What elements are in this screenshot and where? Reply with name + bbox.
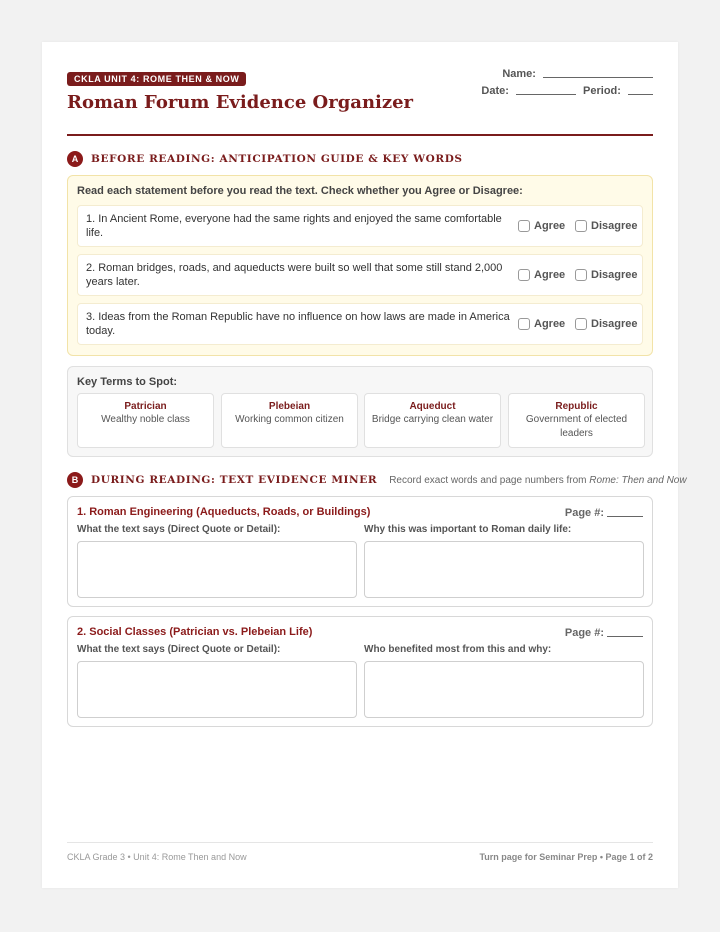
section-a-title: BEFORE READING: ANTICIPATION GUIDE & KEY WORDS: [91, 153, 463, 165]
disagree-checkbox[interactable]: [575, 269, 587, 281]
term-definition: Government of elected leaders: [525, 414, 628, 439]
text-says-label: What the text says (Direct Quote or Detail):: [77, 644, 281, 655]
header-divider: [67, 134, 653, 136]
term-name: Plebeian: [268, 401, 311, 412]
source-title: Rome: Then and Now: [589, 474, 687, 486]
statement-text: 3. Ideas from the Roman Republic have no influence on how laws are made in America today.: [86, 311, 510, 337]
unit-badge: CKLA UNIT 4: ROME THEN & NOW: [67, 72, 246, 86]
importance-label: Why this was important to Roman daily life:: [364, 524, 572, 535]
evidence-box-social-classes: [67, 616, 653, 727]
date-label: Date:: [481, 85, 509, 97]
section-b-note: [389, 475, 686, 486]
page-number-label: Page #:: [564, 507, 604, 519]
section-b-badge: B: [67, 472, 83, 488]
term-definition: Bridge carrying clean water: [371, 414, 494, 425]
section-a-badge: A: [67, 151, 83, 167]
disagree-option[interactable]: [575, 220, 637, 232]
term-name: Aqueduct: [409, 401, 456, 412]
period-field[interactable]: [628, 84, 653, 95]
term-card: [221, 393, 358, 448]
text-says-input[interactable]: [77, 541, 357, 598]
agree-checkbox[interactable]: [518, 269, 530, 281]
term-name: Republic: [555, 401, 598, 412]
term-card: [77, 393, 214, 448]
statement-text: 1. In Ancient Rome, everyone had the same rights and enjoyed the same comfortable life.: [86, 213, 502, 239]
date-field[interactable]: [516, 84, 576, 95]
statement-row: [77, 303, 643, 345]
agree-label: Agree: [534, 269, 566, 281]
term-definition: Wealthy noble class: [101, 414, 190, 425]
disagree-option[interactable]: [575, 269, 637, 281]
page-number-field: [565, 506, 643, 519]
anticipation-intro: Read each statement before you read the text. Check whether you Agree or Disagree:: [77, 185, 523, 197]
statement-row: [77, 205, 643, 247]
disagree-label: Disagree: [591, 220, 638, 232]
disagree-checkbox[interactable]: [575, 220, 587, 232]
statement-text: 2. Roman bridges, roads, and aqueducts were built so well that some still stand 2,000 years later.: [86, 262, 503, 288]
term-name: Patrician: [124, 401, 167, 412]
disagree-option[interactable]: [575, 318, 637, 330]
page-number-field: [565, 626, 643, 639]
importance-input[interactable]: [364, 541, 644, 598]
disagree-label: Disagree: [591, 318, 638, 330]
name-field[interactable]: [543, 67, 653, 78]
section-a-header: [67, 151, 463, 167]
section-b-note-text: Record exact words and page numbers from: [389, 474, 587, 486]
agree-checkbox[interactable]: [518, 220, 530, 232]
footer-course-info: CKLA Grade 3 • Unit 4: Rome Then and Now: [67, 852, 247, 862]
disagree-checkbox[interactable]: [575, 318, 587, 330]
text-says-label: What the text says (Direct Quote or Detail):: [77, 524, 281, 535]
disagree-label: Disagree: [591, 269, 638, 281]
agree-checkbox[interactable]: [518, 318, 530, 330]
name-line: [502, 67, 653, 80]
footer-divider: [67, 842, 653, 843]
section-b-header: [67, 472, 687, 488]
agree-option[interactable]: [518, 318, 565, 330]
worksheet-page: [42, 42, 687, 888]
name-label: Name:: [502, 68, 536, 80]
key-terms-panel: [67, 366, 653, 457]
term-definition: Working common citizen: [235, 414, 344, 425]
agree-label: Agree: [534, 220, 566, 232]
period-label: Period:: [583, 85, 621, 97]
evidence-box-engineering: [67, 496, 653, 607]
evidence-box-title: 2. Social Classes (Patrician vs. Plebeian Life): [77, 626, 313, 638]
page-number-input[interactable]: [607, 506, 643, 517]
agree-label: Agree: [534, 318, 566, 330]
page-number-input[interactable]: [607, 626, 643, 637]
statement-row: [77, 254, 643, 296]
agree-option[interactable]: [518, 220, 565, 232]
text-says-input[interactable]: [77, 661, 357, 718]
footer-page-info: Turn page for Seminar Prep • Page 1 of 2: [479, 852, 653, 862]
page-number-label: Page #:: [564, 627, 604, 639]
key-terms-label: Key Terms to Spot:: [77, 376, 178, 388]
term-card: [508, 393, 645, 448]
evidence-box-title: 1. Roman Engineering (Aqueducts, Roads, or Buildings): [77, 506, 371, 518]
benefited-label: Who benefited most from this and why:: [364, 644, 552, 655]
page-title: Roman Forum Evidence Organizer: [67, 92, 414, 113]
date-period-line: [481, 84, 653, 97]
section-b-title: DURING READING: TEXT EVIDENCE MINER: [91, 474, 378, 486]
benefited-input[interactable]: [364, 661, 644, 718]
term-card: [364, 393, 501, 448]
anticipation-guide: [67, 175, 653, 356]
agree-option[interactable]: [518, 269, 565, 281]
